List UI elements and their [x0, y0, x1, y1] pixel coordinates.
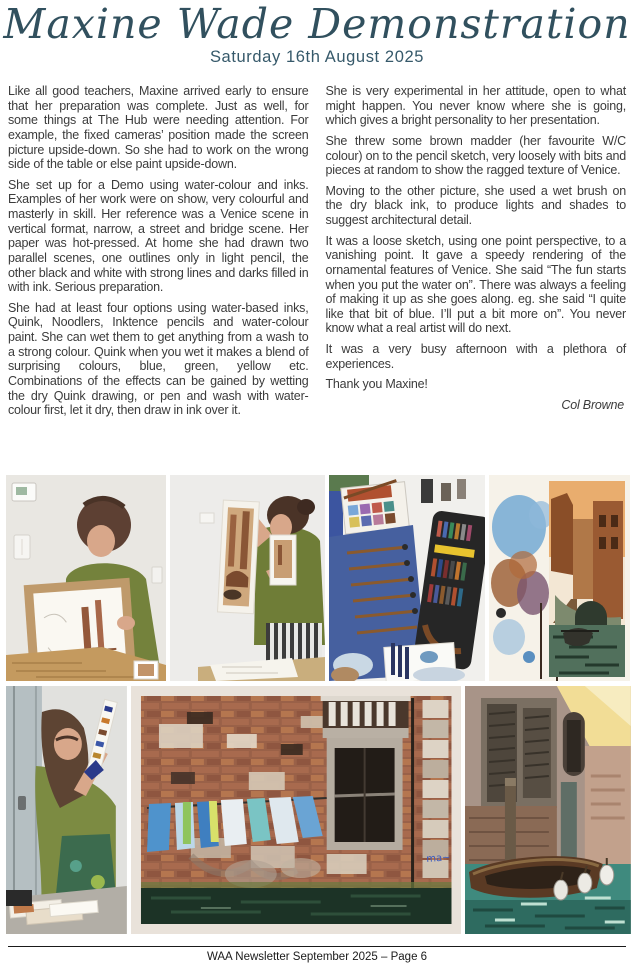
photo-brick-wall-laundry-painting-image — [131, 686, 461, 934]
photo-maxine-colour-swatch-image — [6, 686, 127, 934]
photo-maxine-holding-prints — [170, 475, 325, 681]
paragraph: She set up for a Demo using water-colour and inks. Examples of her work were on show, very colourful and masterly in skill. Her reference was a Venice scene in vertical format, narrow, a street and bridge scene. Her paper was hot-pressed. At home she had drawn two parallel scenes, one outlines only in light pencil, the other black and white with strong lines and darks filled in with ink. Serious preparation. — [8, 177, 309, 295]
photo-art-supplies-table — [329, 475, 485, 681]
page-header — [0, 0, 634, 84]
article-body — [0, 84, 634, 473]
photo-venice-watercolour-pair-image — [489, 475, 630, 681]
right-column — [326, 84, 627, 473]
page-subtitle: Saturday 16th August 2025 — [209, 48, 425, 67]
svg-text:ma~: ma~ — [425, 852, 451, 865]
paragraph: She had at least four options using water-based inks, Quink, Noodlers, Inktence pencils and water-colour paint. She can wet them to get anything from a wash to a strong colour. Quink when you wet it makes a blend of surprising colours, blue, green, yellow etc. Combinations of the effects can be gained by wetting the dry Quink drawing, or pen and wash with water-colour first, let it dry, then draw in ink over it. — [8, 300, 309, 418]
photo-brick-wall-laundry-painting — [131, 686, 461, 934]
photo-venice-boat-painting — [465, 686, 631, 934]
byline: Col Browne — [561, 397, 624, 412]
footer-rule — [8, 946, 626, 947]
paragraph: She threw some brown madder (her favourite W/C colour) on to the pencil sketch, very loosely with bits and pieces at random to show the ragged texture of Venice. — [325, 133, 626, 178]
footer-text: WAA Newsletter September 2025 – Page 6 — [206, 951, 428, 963]
photo-maxine-holding-sketch-image — [6, 475, 166, 681]
paragraph: Moving to the other picture, she used a wet brush on the dry black ink, to produce lights and shades to suggest architectural detail. — [325, 183, 626, 227]
photo-row-2 — [0, 686, 634, 934]
photo-venice-watercolour-pair — [489, 475, 630, 681]
photo-maxine-holding-sketch — [6, 475, 166, 681]
page-title: Maxine Wade Demonstration — [3, 0, 631, 48]
photo-art-supplies-table-image — [329, 475, 485, 681]
page-footer — [0, 946, 634, 963]
paragraph: She is very experimental in her attitude, open to what might happen. You never know where she is going, which gives a bright personality to her presentation. — [325, 84, 626, 128]
left-column — [8, 84, 309, 473]
photo-maxine-colour-swatch — [6, 686, 127, 934]
paragraph: Thank you Maxine! — [325, 377, 428, 392]
paragraph: It was a loose sketch, using one point perspective, to a vanishing point. It gave a speedy rendering of the ornamental features of Venice. She said “The fun starts when you put the water on”. There was always a feeling of making it up as she goes along. eg. she said “I quite like that bit of blue. I’ll put a bit more on”. You never know what a real artist will do next. — [325, 233, 626, 336]
paragraph: Like all good teachers, Maxine arrived early to ensure that her preparation was complete. Just as well, for some things at The Hub were needing attention. For example, the fixed cameras’ position made the screen picture upside-down. So she had to work on the wrong side of the table or else paint upside-down. — [8, 84, 309, 172]
photo-venice-boat-painting-image — [465, 686, 631, 934]
paragraph: It was a very busy afternoon with a plethora of experiences. — [325, 342, 626, 371]
photo-maxine-holding-prints-image — [170, 475, 325, 681]
photo-row-1 — [0, 475, 634, 681]
